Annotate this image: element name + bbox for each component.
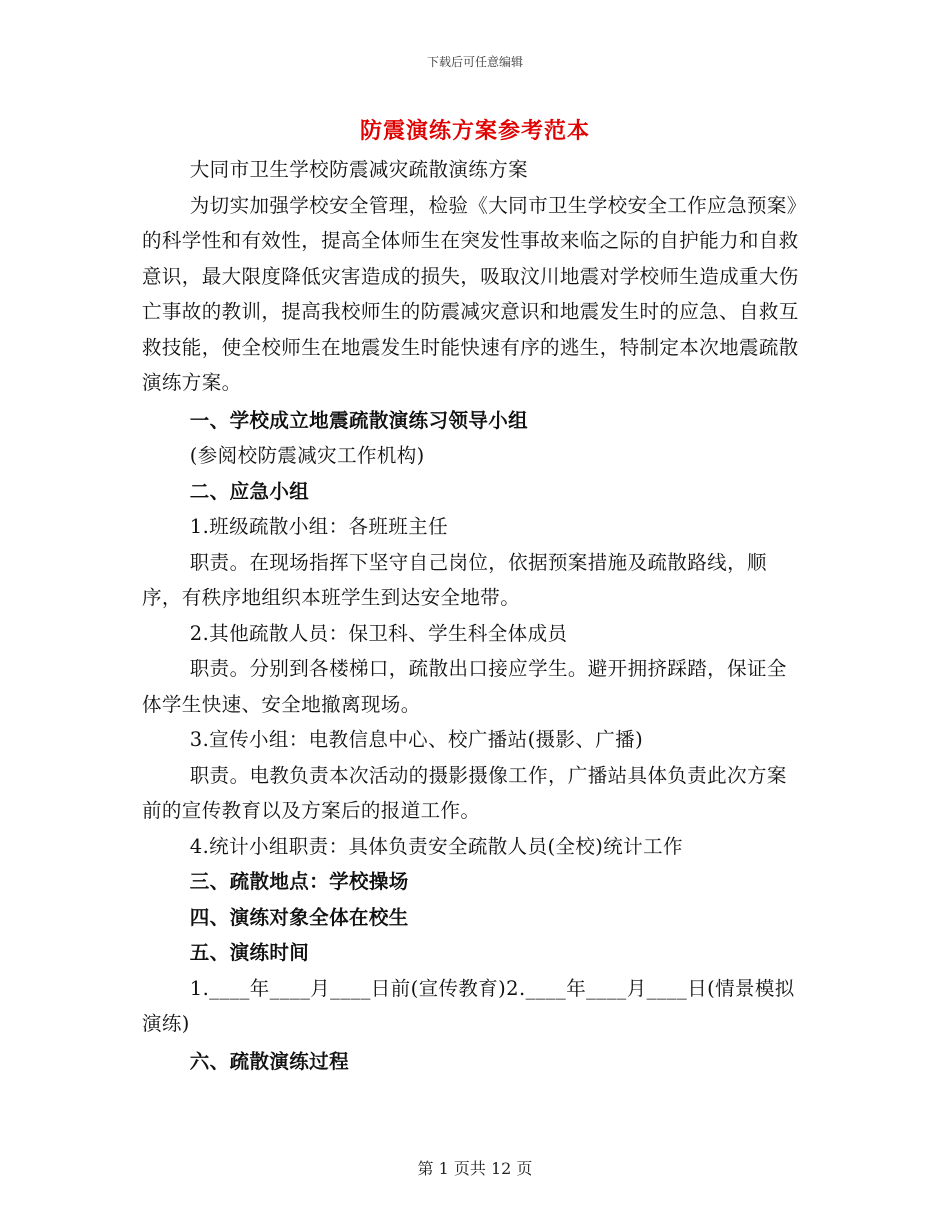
- body-paragraph: 1.____年____月____日前(宣传教育)2.____年____月____日(情景模拟演练): [142, 976, 795, 1035]
- body-paragraph: 4.统计小组职责：具体负责安全疏散人员(全校)统计工作: [189, 834, 683, 858]
- section-heading: 三、疏散地点：学校操场: [189, 870, 409, 893]
- subtitle-paragraph: 大同市卫生学校防震减灾疏散演练方案: [189, 158, 529, 181]
- section-heading: 六、疏散演练过程: [189, 1049, 349, 1073]
- document-body: [142, 152, 802, 1079]
- body-paragraph: 职责。电教负责本次活动的摄影摄像工作，广播站具体负责此次方案前的宣传教育以及方案后的报道工作。: [142, 763, 787, 822]
- document-title: 防震演练方案参考范本: [359, 118, 590, 144]
- body-paragraph: 3.宣传小组：电教信息中心、校广播站(摄影、广播): [189, 728, 644, 751]
- body-paragraph: (参阅校防震减灾工作机构): [189, 444, 425, 467]
- page-footer: 第 1 页共 12 页: [417, 1159, 533, 1178]
- section-heading: 四、演练对象全体在校生: [189, 905, 409, 929]
- intro-paragraph: 为切实加强学校安全管理，检验《大同市卫生学校安全工作应急预案》的科学性和有效性，提高全体师生在突发性事故来临之际的自护能力和自救意识，最大限度降低灾害造成的损失，吸取汶川地震对学校师生造成重大伤亡事故的教训，提高我校师生的防震减灾意识和地震发生时的应急、自救互救技能，使全校师生在地震发生时能快速有序的逃生，特制定本次地震疏散演练方案。: [142, 193, 799, 394]
- body-paragraph: 职责。在现场指挥下坚守自己岗位，依据预案措施及疏散路线，顺序，有秩序地组织本班学生到达安全地带。: [142, 550, 767, 609]
- section-heading: 一、学校成立地震疏散演练习领导小组: [189, 408, 529, 432]
- body-paragraph: 职责。分别到各楼梯口，疏散出口接应学生。避开拥挤踩踏，保证全体学生快速、安全地撤离现场。: [142, 657, 787, 716]
- section-heading: 五、演练时间: [189, 941, 310, 964]
- body-paragraph: 1.班级疏散小组：各班班主任: [189, 515, 448, 538]
- body-paragraph: 2.其他疏散人员：保卫科、学生科全体成员: [189, 621, 568, 645]
- page-header: 下载后可任意编辑: [426, 55, 523, 69]
- section-heading: 二、应急小组: [189, 479, 310, 503]
